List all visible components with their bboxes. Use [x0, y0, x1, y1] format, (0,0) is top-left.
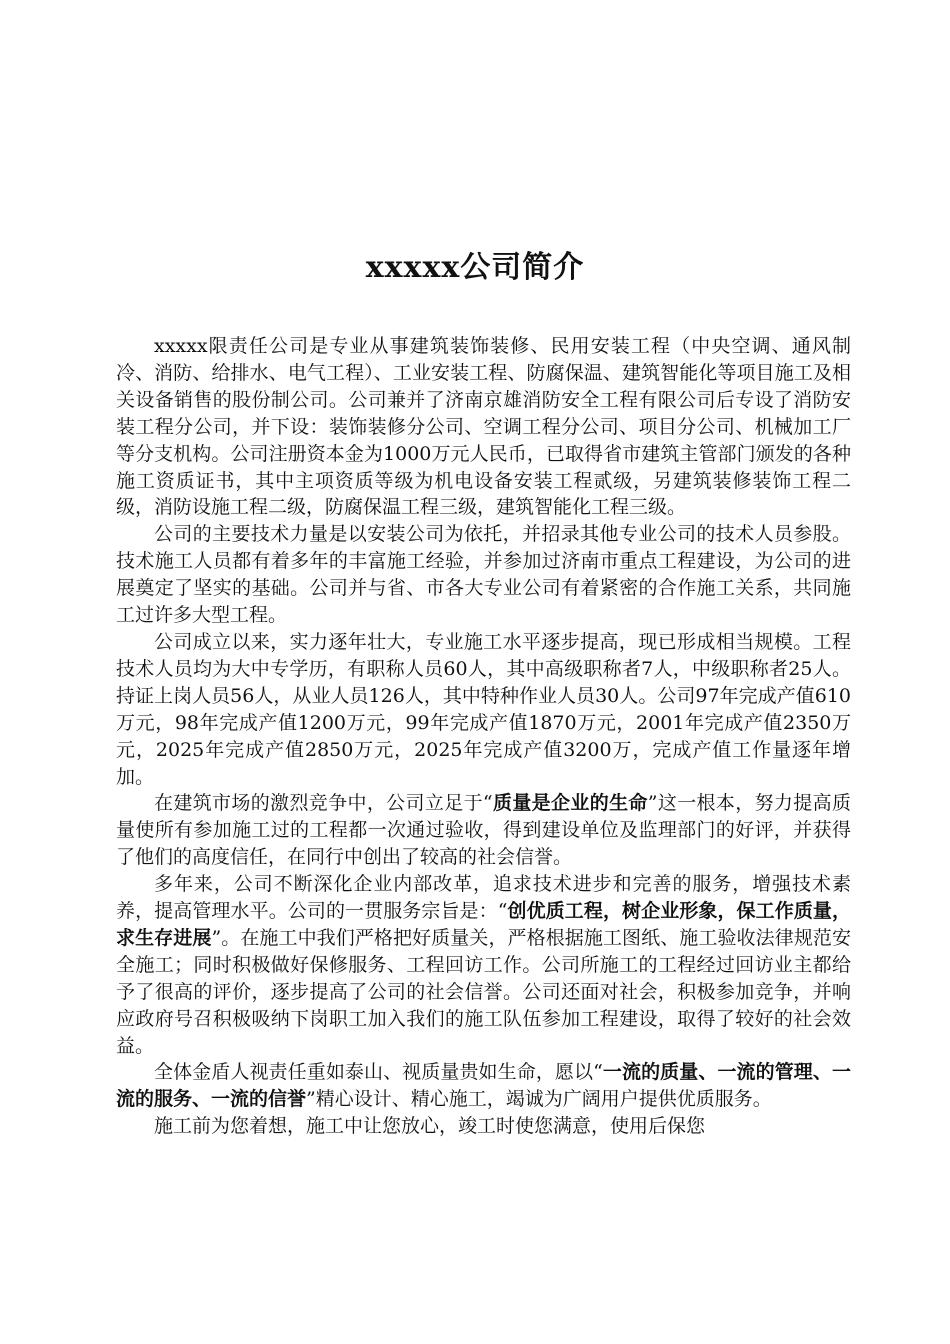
paragraph-intro: [116, 333, 851, 521]
text-run: xxxxx限责任公司是专业从事建筑装饰装修、民用安装工程（中央空调、通风制冷、消防、给排水、电气工程）、工业安装工程、防腐保温、建筑智能化等项目施工及相关设备销售的股份制公司。公司兼并了济南京雄消防安全工程有限公司后专设了消防安装工程分公司，并下设：装饰装修分公司、空调工程分公司、项目分公司、机械加工厂等分支机构。公司注册资本金为1000万元人民币，已取得省市建筑主管部门颁发的各种施工资质证书，其中主项资质等级为机电设备安装工程贰级，另建筑装修装饰工程二级，消防设施工程二级，防腐保温工程三级，建筑智能化工程三级。: [116, 335, 851, 519]
document-body: [116, 333, 851, 1140]
text-run: ”精心设计、精心施工，竭诚为广阔用户提供优质服务。: [306, 1088, 772, 1111]
text-run: 全体金盾人视责任重如泰山、视质量贵如生命，愿以“: [154, 1061, 603, 1084]
emphasis-text: 创优质工程，树企业形象，保工作质量，求生存进展: [116, 900, 851, 949]
paragraph-reform: [116, 871, 851, 1059]
paragraph-quality: [116, 790, 851, 871]
emphasis-text: 一流的质量、一流的管理、一流的服务、一流的信誉: [116, 1061, 851, 1111]
text-run: 多年来，公司不断深化企业内部改革，追求技术进步和完善的服务，增强技术素养，提高管理水平。公司的一贯服务宗旨是：“: [116, 873, 851, 923]
text-run: 公司的主要技术力量是以安装公司为依托，并招录其他专业公司的技术人员参股。技术施工人员都有着多年的丰富施工经验，并参加过济南市重点工程建设，为公司的进展奠定了坚实的基础。公司并与省、市各大专业公司有着紧密的合作施工关系，共同施工过许多大型工程。: [116, 523, 851, 627]
paragraph-technical-strength: [116, 521, 851, 629]
paragraph-closing: [116, 1113, 851, 1140]
paragraph-growth: [116, 629, 851, 790]
emphasis-text: 质量是企业的生命: [492, 792, 648, 815]
paragraph-commitment: [116, 1059, 851, 1113]
text-run: ”。在施工中我们严格把好质量关，严格根据施工图纸、施工验收法律规范安全施工；同时积极做好保修服务、工程回访工作。公司所施工的工程经过回访业主都给予了很高的评价，逐步提高了公司的社会信誉。公司还面对社会，积极参加竞争，并响应政府号召积极吸纳下岗职工加入我们的施工队伍参加工程建设，取得了较好的社会效益。: [116, 926, 851, 1057]
text-run: 在建筑市场的激烈竞争中，公司立足于“: [154, 792, 493, 815]
text-run: 施工前为您着想，施工中让您放心，竣工时使您满意，使用后保您: [154, 1115, 706, 1138]
text-run: ”这一根本，努力提高质量使所有参加施工过的工程都一次通过验收，得到建设单位及监理部门的好评，并获得了他们的高度信任，在同行中创出了较高的社会信誉。: [116, 792, 851, 869]
page-title: xxxxx公司简介: [365, 250, 585, 286]
text-run: 公司成立以来，实力逐年壮大，专业施工水平逐步提高，现已形成相当规模。工程技术人员均为大中专学历，有职称人员60人，其中高级职称者7人，中级职称者25人。持证上岗人员56人，从业人员126人，其中特种作业人员30人。公司97年完成产值610万元，98年完成产值1200万元，99年完成产值1870万元，2001年完成产值2350万元，2025年完成产值2850万元，2025年完成产值3200万，完成产值工作量逐年增加。: [116, 630, 851, 788]
